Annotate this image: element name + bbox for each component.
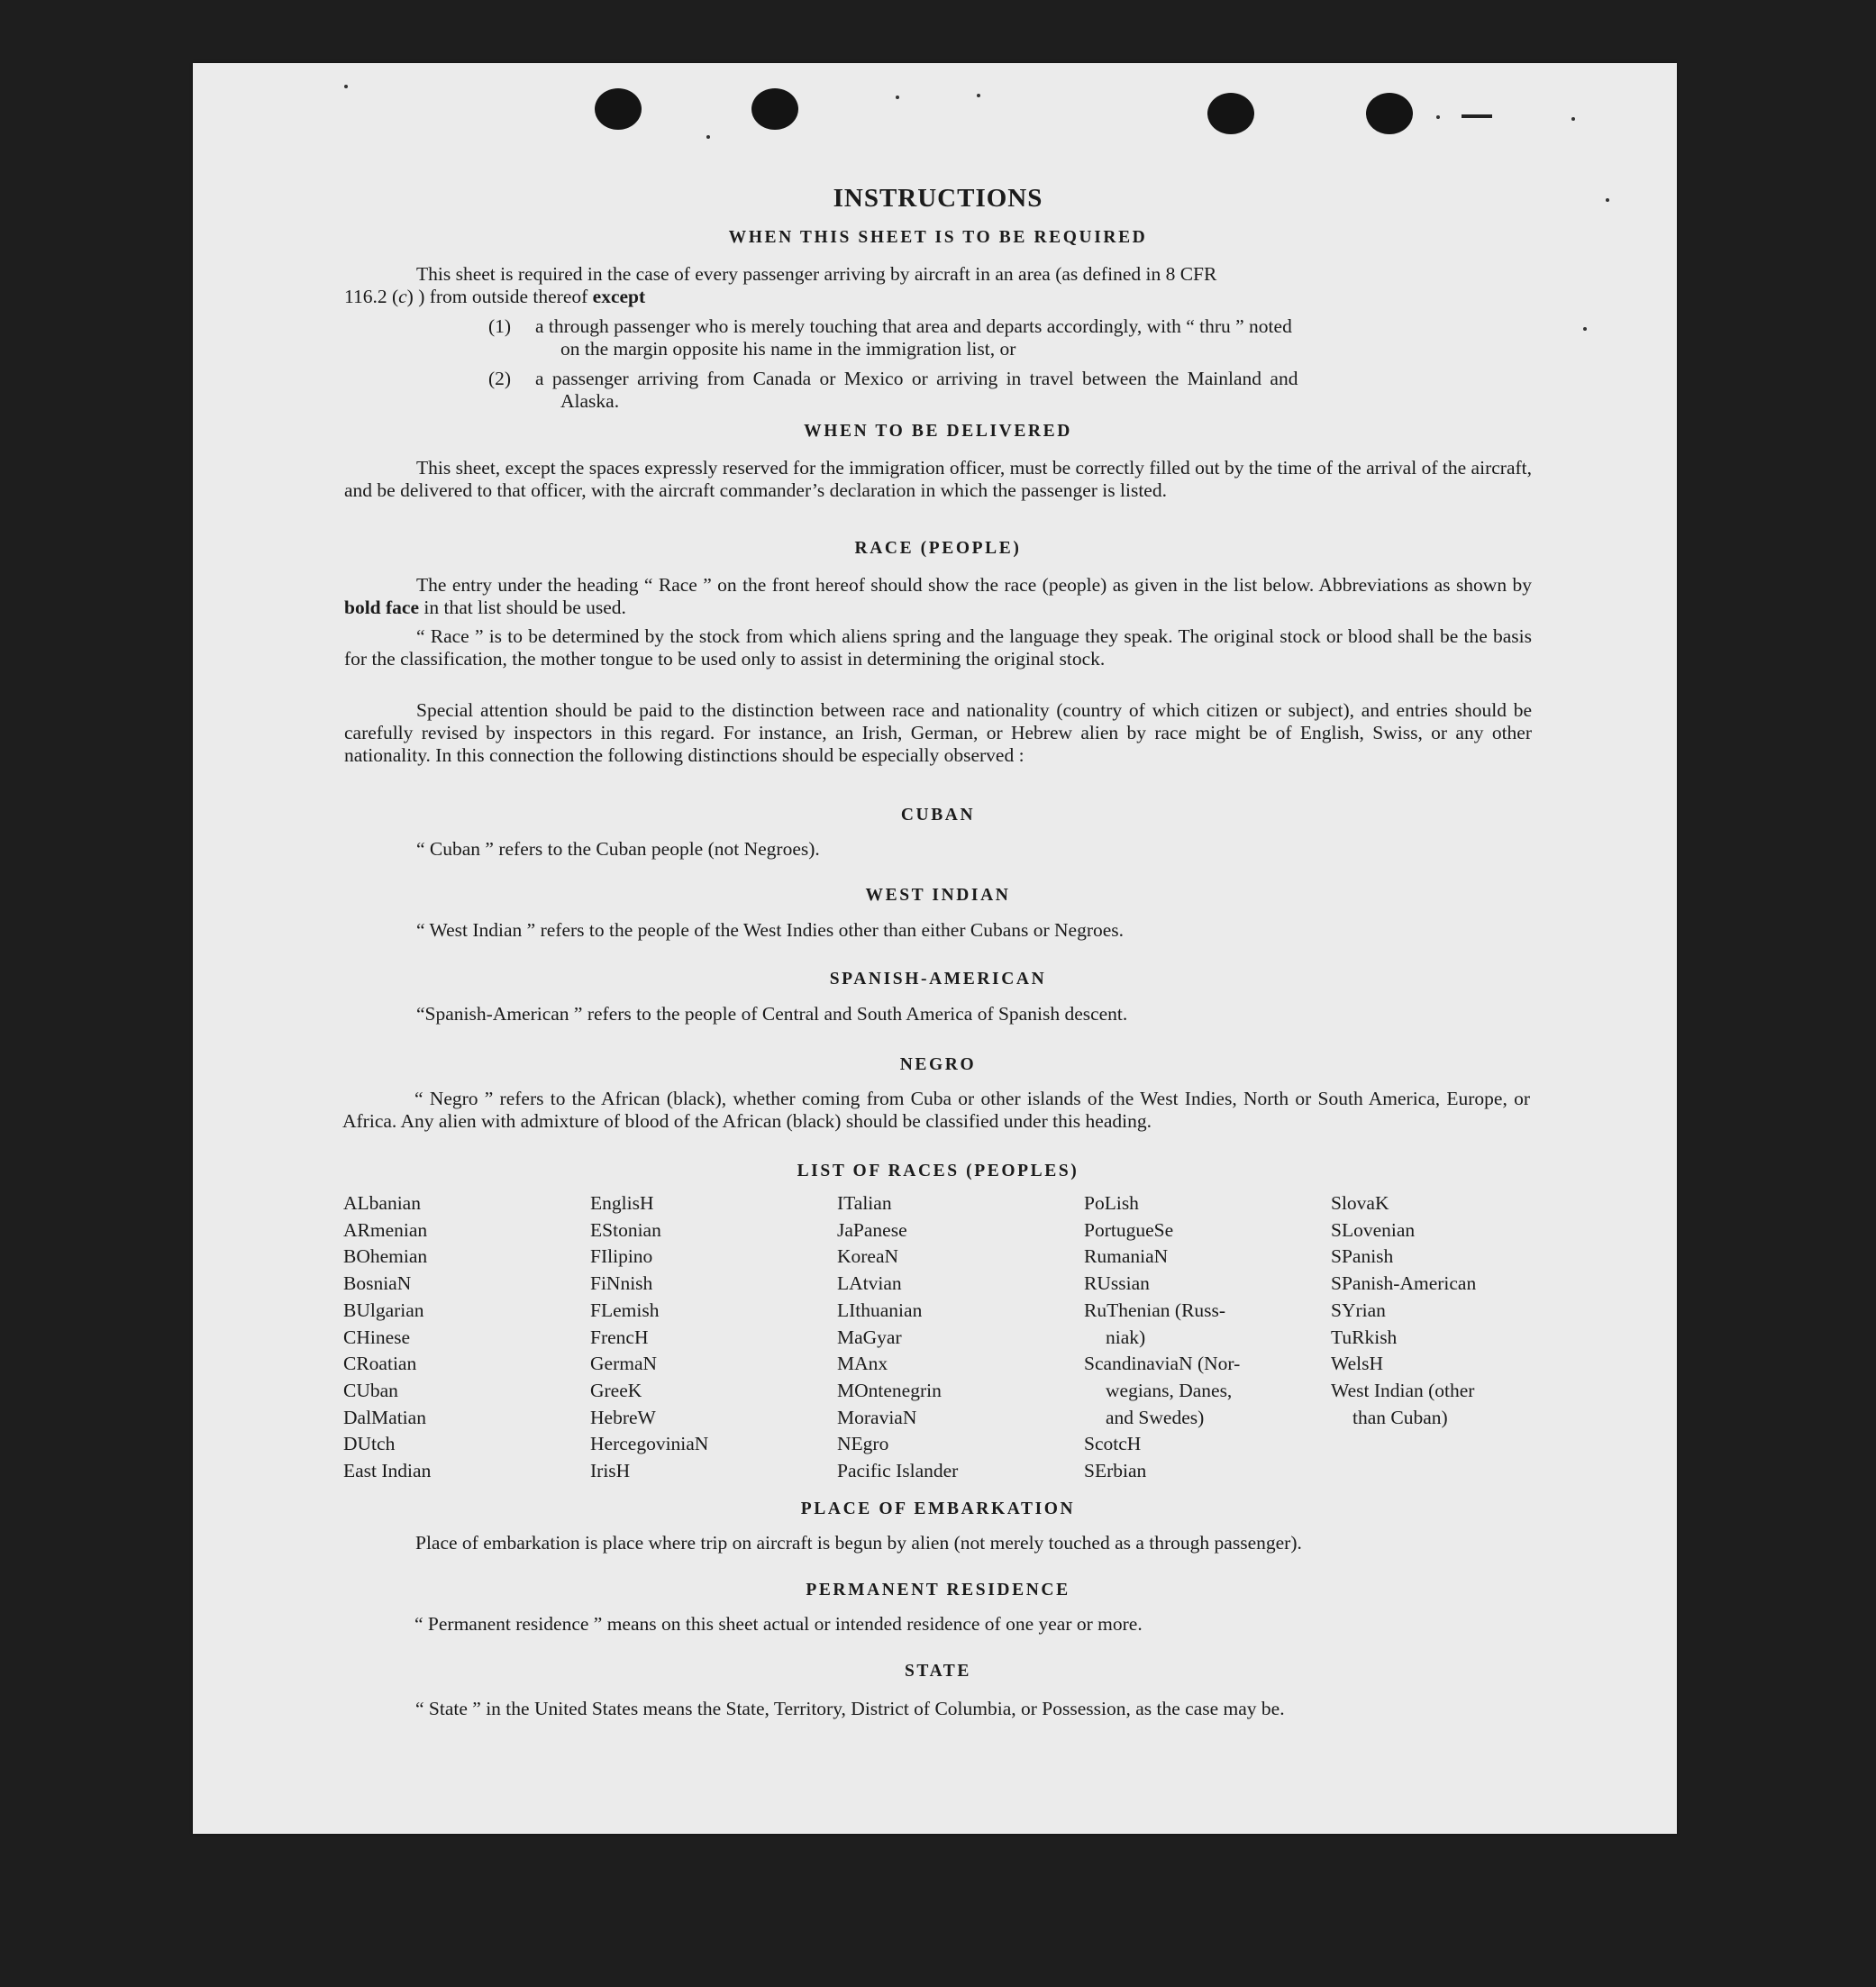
race-entry-continuation: and Swedes) [1106,1406,1205,1428]
exception-item: (2) a passenger arriving from Canada or Mexico or arriving in travel between the Mainland and Alaska. [488,368,1298,412]
race-entry: PortugueSe [1084,1218,1174,1241]
punch-hole [1207,93,1254,134]
race-entry: DalMatian [343,1406,426,1428]
section-heading-when-delivered: WHEN TO BE DELIVERED [804,422,1072,441]
race-entry: East Indian [343,1460,432,1482]
race-entry: BUlgarian [343,1299,424,1321]
race-entry: SlovaK [1331,1192,1389,1214]
section-heading-west-indian: WEST INDIAN [865,886,1011,905]
race-entry: FiNnish [590,1272,653,1295]
races-column-3 [837,1190,958,1485]
race-entry: Pacific Islander [837,1460,959,1482]
race-paragraph-2: “ Race ” is to be determined by the stock from which aliens spring and the language they speak. The original stock or blood shall be the basis for the classification, the mother tongue to be used only to assist in determining the original stock. [344,625,1532,670]
race-entry: DUtch [343,1433,396,1455]
when-required-intro-line1: This sheet is required in the case of every passenger arriving by aircraft in an area (as defined in 8 CFR [416,263,1217,285]
race-entry-continuation: niak) [1106,1326,1146,1348]
section-heading-negro: NEGRO [899,1055,977,1074]
west-indian-text: “ West Indian ” refers to the people of the West Indies other than either Cubans or Negroes. [416,919,1125,941]
races-table [0,1190,1876,1488]
when-delivered-text: This sheet, except the spaces expressly reserved for the immigration officer, must be correctly filled out by the time of the arrival of the aircraft, and be delivered to that officer, with the aircraft commander’s declaration in which the passenger is listed. [344,457,1532,501]
punch-hole [595,88,642,130]
section-heading-spanish-american: SPANISH-AMERICAN [829,970,1047,989]
race-entry: ALbanian [343,1192,421,1214]
exceptions-list-2 [344,368,1532,413]
race-paragraph-1: The entry under the heading “ Race ” on the front hereof should show the race (people) as given in the list below. Abbreviations as shown by bold face in that list should be used. [344,574,1532,618]
races-column-4 [1084,1190,1240,1485]
section-heading-when-required: WHEN THIS SHEET IS TO BE REQUIRED [728,228,1148,247]
races-column-1 [343,1190,431,1485]
race-entry: HebreW [590,1406,656,1428]
race-entry: LAtvian [837,1272,902,1295]
scan-speck [344,85,348,88]
race-entry: BOhemian [343,1245,428,1268]
race-entry: MoraviaN [837,1406,917,1428]
scan-speck [1571,117,1575,121]
race-entry: ScandinaviaN (Nor- [1084,1353,1241,1375]
scan-speck [1436,115,1440,119]
races-column-2 [590,1190,708,1485]
race-entry: SErbian [1084,1460,1147,1482]
section-heading-embarkation: PLACE OF EMBARKATION [800,1499,1076,1518]
exception-item: (1) a through passenger who is merely touching that area and departs accordingly, with “ thru ” noted on the margin opposite his name in the immigration list, or [488,315,1292,360]
race-entry: FrencH [590,1326,649,1348]
race-entry: BosniaN [343,1272,412,1295]
negro-text: “ Negro ” refers to the African (black), whether coming from Cuba or other islands of the West Indies, North or South America, Europe, or Africa. Any alien with admixture of blood of the African (black) should be classified under this heading. [342,1088,1530,1132]
race-entry: MaGyar [837,1326,902,1348]
race-entry: SYrian [1331,1299,1386,1321]
race-entry: IrisH [590,1460,631,1482]
race-entry: CRoatian [343,1353,417,1375]
section-heading-race: RACE (PEOPLE) [854,539,1022,558]
race-entry: WelsH [1331,1353,1383,1375]
section-heading-list-of-races: LIST OF RACES (PEOPLES) [797,1162,1079,1180]
race-entry: NEgro [837,1433,889,1455]
race-entry: RUssian [1084,1272,1150,1295]
section-heading-cuban: CUBAN [900,806,976,825]
except-emphasis: except [592,286,646,307]
race-entry: KoreaN [837,1245,899,1268]
race-entry: West Indian (other [1331,1379,1475,1401]
race-entry: JaPanese [837,1218,907,1241]
race-entry: ScotcH [1084,1433,1142,1455]
race-entry: EnglisH [590,1192,654,1214]
state-text: “ State ” in the United States means the State, Territory, District of Columbia, or Possession, as the case may be. [415,1698,1285,1719]
bold-face-emphasis: bold face [344,597,420,618]
cuban-text: “ Cuban ” refers to the Cuban people (not Negroes). [416,838,820,860]
race-entry: PoLish [1084,1192,1139,1214]
exceptions-list [344,315,1532,360]
race-entry: CHinese [343,1326,411,1348]
race-entry: LIthuanian [837,1299,923,1321]
scan-speck [1606,198,1609,202]
race-entry: CUban [343,1379,398,1401]
section-heading-residence: PERMANENT RESIDENCE [806,1581,1070,1600]
race-entry: FIlipino [590,1245,653,1268]
race-entry: MAnx [837,1353,888,1375]
scan-speck [1583,327,1587,331]
scan-speck [706,135,710,139]
spanish-american-text: “Spanish-American ” refers to the people of Central and South America of Spanish descent. [416,1003,1128,1025]
punch-hole [751,88,798,130]
scan-speck [896,96,899,99]
race-entry-continuation: than Cuban) [1352,1406,1448,1428]
section-heading-state: STATE [904,1662,972,1681]
race-entry: RumaniaN [1084,1245,1169,1268]
page-title: INSTRUCTIONS [833,184,1043,213]
race-entry: MOntenegrin [837,1379,942,1401]
race-entry: RuThenian (Russ- [1084,1299,1226,1321]
scan-speck [977,94,980,97]
race-entry: GermaN [590,1353,658,1375]
race-entry: EStonian [590,1218,661,1241]
embarkation-text: Place of embarkation is place where trip on aircraft is begun by alien (not merely touched as a through passenger). [415,1532,1302,1554]
race-entry: SPanish-American [1331,1272,1477,1295]
race-entry: SLovenian [1331,1218,1416,1241]
punch-hole [1366,93,1413,134]
race-entry: GreeK [590,1379,642,1401]
residence-text: “ Permanent residence ” means on this sheet actual or intended residence of one year or more. [414,1613,1143,1635]
when-required-intro-line2: 116.2 (c) ) from outside thereof except [344,286,646,307]
race-entry-continuation: wegians, Danes, [1106,1379,1233,1401]
scan-mark [1462,114,1492,118]
race-entry: FLemish [590,1299,660,1321]
race-paragraph-3: Special attention should be paid to the distinction between race and nationality (country of which citizen or subject), and entries should be carefully revised by inspectors in this regard. For instance, an Irish, German, or Hebrew alien by race might be of English, Swiss, or any other nationality. In this connection the following distinctions should be especially observed : [344,699,1532,766]
race-entry: TuRkish [1331,1326,1398,1348]
race-entry: ARmenian [343,1218,428,1241]
when-required-section [344,263,1532,308]
race-entry: ITalian [837,1192,892,1214]
race-entry: SPanish [1331,1245,1394,1268]
races-column-5 [1331,1190,1476,1431]
race-entry: HercegoviniaN [590,1433,709,1455]
